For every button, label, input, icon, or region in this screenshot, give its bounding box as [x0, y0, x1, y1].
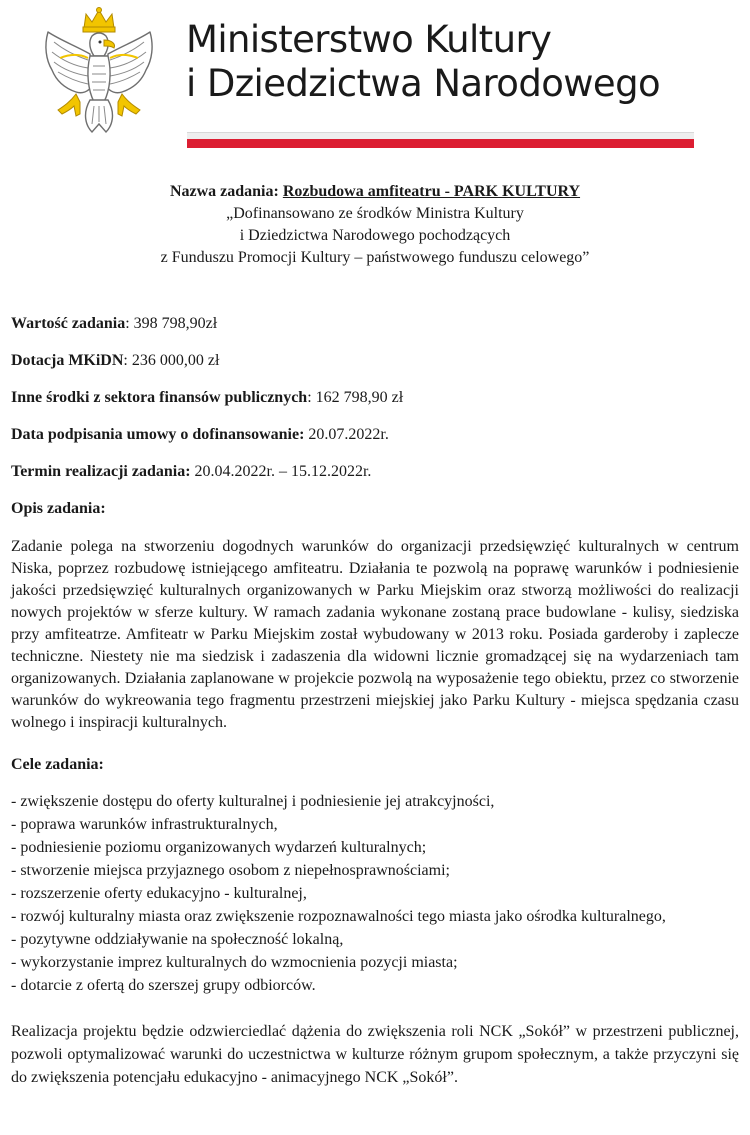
signing-date-row	[11, 424, 739, 446]
polish-eagle-icon	[36, 6, 162, 142]
funding-line-2: i Dziedzictwa Narodowego pochodzących	[239, 227, 511, 244]
task-value-label: Wartość zadania	[11, 315, 126, 332]
signing-date-value: 20.07.2022r.	[308, 426, 389, 443]
signing-date-label: Data podpisania umowy o dofinansowanie:	[11, 426, 305, 443]
national-flag-bar	[187, 132, 694, 149]
task-name-value: Rozbudowa amfiteatru - PARK KULTURY	[282, 183, 581, 200]
goal-item: - wykorzystanie imprez kulturalnych do wzmocnienia pozycji miasta;	[11, 954, 458, 971]
deadline-value: 20.04.2022r. – 15.12.2022r.	[194, 463, 372, 480]
ministry-name-line1: Ministerstwo Kultury	[186, 18, 552, 61]
closing-paragraph: Realizacja projektu będzie odzwierciedlać dążenia do zwiększenia roli NCK „Sokół” w przestrzeni publicznej, pozwoli optymalizować warunki do uczestnictwa w kulturze różnym grupom społecznym, a także przyczyni się do zwiększenia potencjału edukacyjno - animacyjnego NCK „Sokół”.	[11, 1023, 739, 1086]
task-value-separator: :	[125, 315, 134, 332]
ministry-name	[186, 18, 660, 106]
goal-item: - stworzenie miejsca przyjaznego osobom z niepełnosprawnościami;	[11, 862, 450, 879]
task-value-row	[11, 313, 739, 335]
description-text: Zadanie polega na stworzeniu dogodnych warunków do organizacji przedsięwzięć kulturalnych w centrum Niska, poprzez rozbudowę istniejącego amfiteatru. Działania te pozwolą na poprawę warunków i podniesienie jakości przedsięwzięć kulturalnych organizowanych w Parku Miejskim oraz stworzą możliwości do realizacji nowych projektów w sferze kultury. W ramach zadania wykonane zostaną prace budowlane - kulisy, siedziska przy amfiteatrze. Amfiteatr w Parku Miejskim został wybudowany w 2013 roku. Posiada garderoby i zaplecze techniczne. Niestety nie ma siedzisk i zadaszenia dla widowni licznie gromadzącej się na wydarzeniach tam organizowanych. Działania zaplanowane w projekcie pozwolą na wyposażenie tego obiektu, przez co stworzenie warunków do wykreowania tego fragmentu przestrzeni miejskiej jako Parku Kultury - miejsca spędzania czasu wolnego i inspiracji kulturalnych.	[11, 538, 739, 731]
ministry-name-line2: i Dziedzictwa Narodowego	[186, 62, 660, 105]
task-name-label: Nazwa zadania:	[169, 183, 283, 200]
goal-item: - dotarcie z ofertą do szerszej grupy odbiorców.	[11, 977, 316, 994]
other-funds-label: Inne środki z sektora finansów publicznych	[11, 389, 308, 406]
funding-line-3: z Funduszu Promocji Kultury – państwowego funduszu celowego”	[160, 249, 590, 266]
ministry-header	[0, 0, 750, 160]
deadline-label: Termin realizacji zadania:	[11, 463, 191, 480]
other-funds-separator: :	[307, 389, 316, 406]
goal-item: - poprawa warunków infrastrukturalnych,	[11, 816, 278, 833]
task-name-line	[0, 181, 750, 203]
grant-separator: :	[123, 352, 132, 369]
task-header	[0, 181, 750, 269]
other-funds-row	[11, 387, 739, 409]
goal-item: - podniesienie poziomu organizowanych wydarzeń kulturalnych;	[11, 839, 427, 856]
deadline-row	[11, 461, 739, 483]
goals-heading: Cele zadania:	[11, 756, 104, 773]
goal-item: - rozszerzenie oferty edukacyjno - kulturalnej,	[11, 885, 307, 902]
task-value-amount: 398 798,90zł	[133, 315, 218, 332]
grant-amount: 236 000,00 zł	[131, 352, 220, 369]
description-heading: Opis zadania:	[11, 500, 106, 517]
goal-item: - pozytywne oddziaływanie na społeczność lokalną,	[11, 931, 344, 948]
task-details	[11, 313, 739, 1089]
grant-row	[11, 350, 739, 372]
other-funds-amount: 162 798,90 zł	[315, 389, 404, 406]
goal-item: - zwiększenie dostępu do oferty kulturalnej i podniesienie jej atrakcyjności,	[11, 793, 495, 810]
goal-item: - rozwój kulturalny miasta oraz zwiększenie rozpoznawalności tego miasta jako ośrodka kulturalnego,	[11, 908, 666, 925]
goals-list	[11, 790, 739, 997]
flag-white-stripe	[187, 132, 694, 139]
flag-red-stripe	[187, 139, 694, 148]
funding-line-1: „Dofinansowano ze środków Ministra Kultury	[226, 205, 524, 222]
grant-label: Dotacja MKiDN	[11, 352, 124, 369]
